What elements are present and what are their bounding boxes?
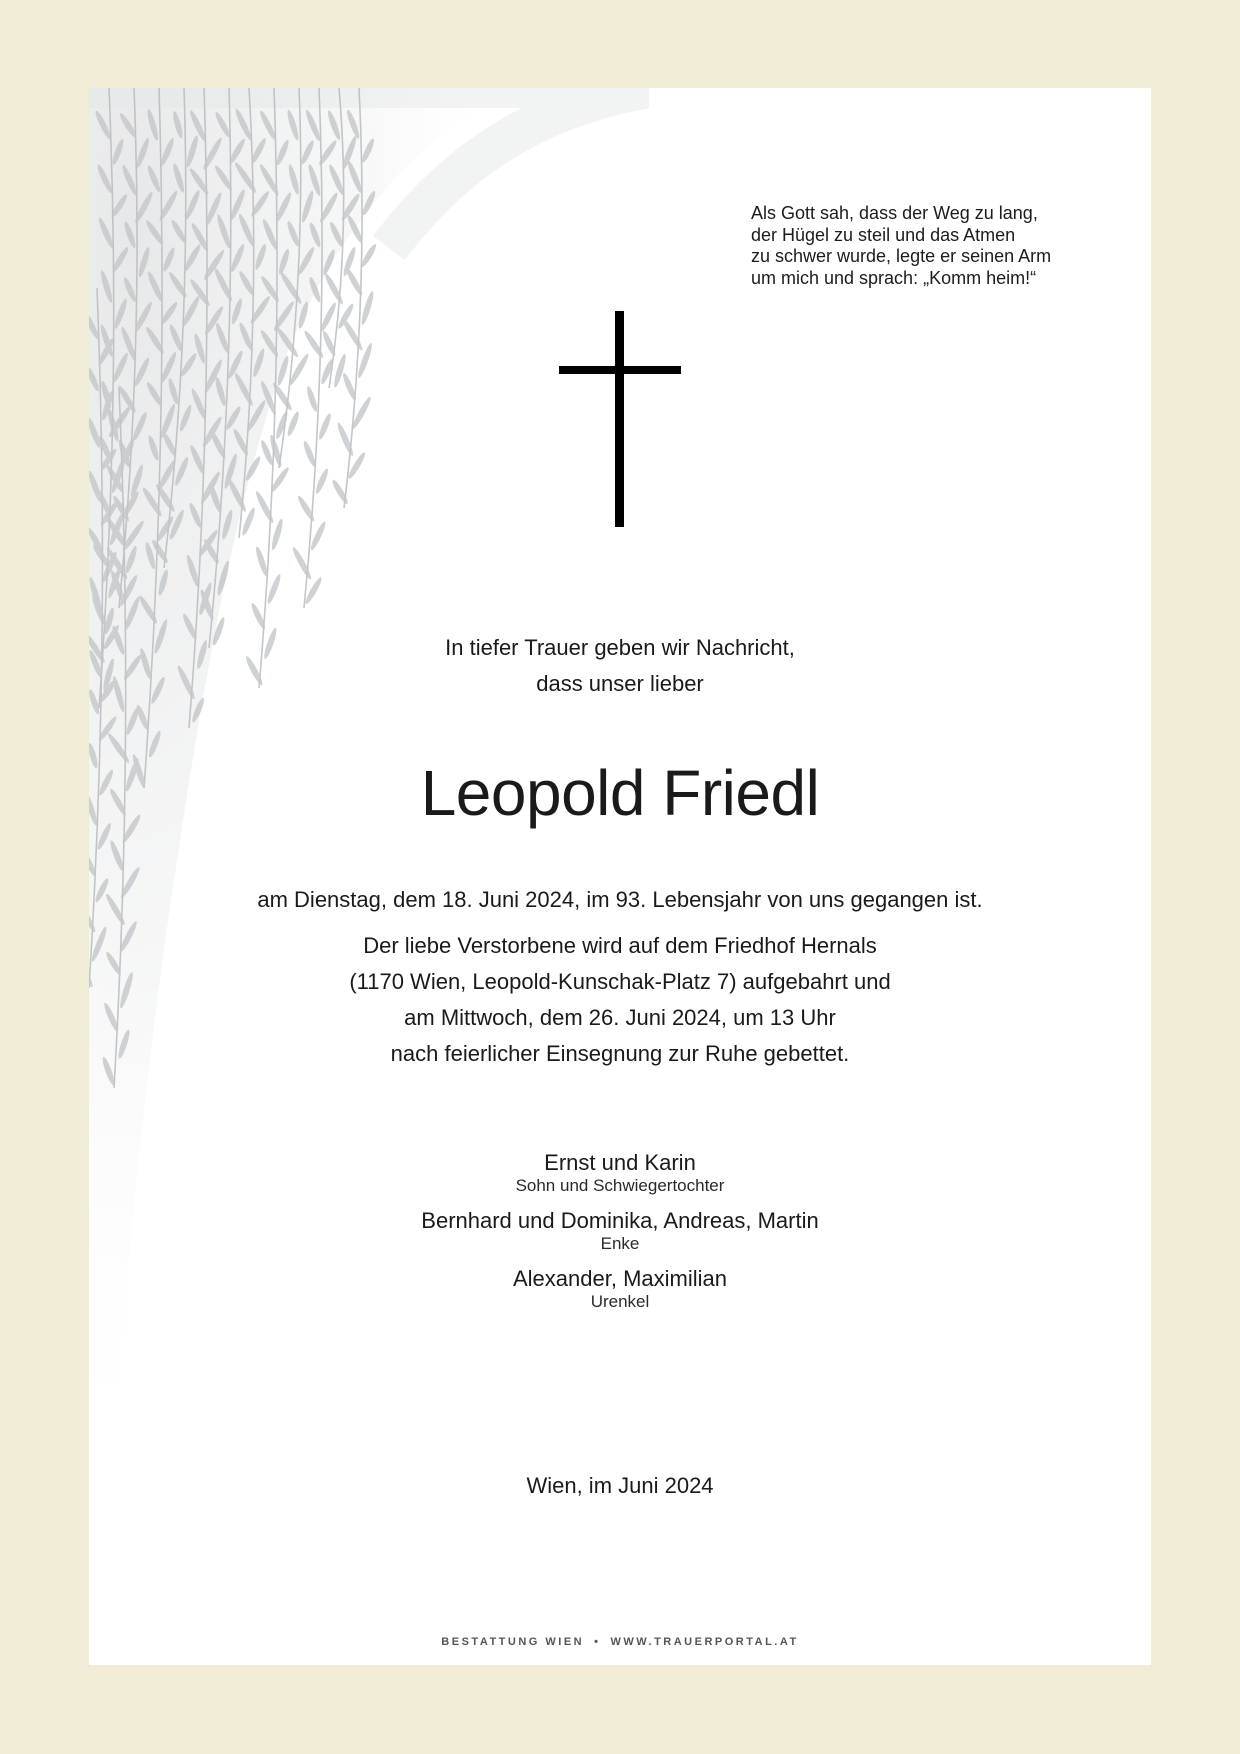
willow-leaf: [302, 329, 325, 359]
latin-cross-icon: [559, 311, 681, 527]
willow-leaf: [340, 317, 364, 352]
footer-website-link[interactable]: WWW.TRAUERPORTAL.AT: [610, 1636, 799, 1648]
funeral-line: (1170 Wien, Leopold-Kunschak-Platz 7) aufgebahrt und: [349, 969, 891, 994]
memorial-quote: Als Gott sah, dass der Weg zu lang, der Hügel zu steil und das Atmen zu schwer wurde, legte er seinen Arm um mich und sprach: „Komm heim!“: [751, 203, 1052, 288]
footer-separator: •: [594, 1636, 601, 1648]
mourner-names: Alexander, Maximilian: [513, 1266, 727, 1291]
willow-leaf: [305, 385, 319, 413]
mourner-group: [89, 1266, 1151, 1312]
willow-leaf: [360, 290, 376, 325]
intro-text: [89, 630, 1151, 702]
funeral-line: nach feierlicher Einsegnung zur Ruhe gebettet.: [390, 1041, 850, 1066]
footer-company: BESTATTUNG WIEN: [441, 1636, 585, 1648]
willow-leaf: [314, 467, 330, 494]
mourners-list: [89, 1150, 1151, 1324]
willow-leaf: [274, 411, 289, 440]
death-notice-line: am Dienstag, dem 18. Juni 2024, im 93. Lebensjahr von uns gegangen ist.: [257, 887, 983, 912]
intro-line-2: dass unser lieber: [536, 671, 704, 696]
willow-leaf: [302, 440, 318, 468]
willow-leaf: [286, 410, 301, 437]
footer: [89, 1636, 1151, 1648]
deceased-name: Leopold Friedl: [420, 757, 820, 829]
willow-leaf: [240, 506, 257, 536]
place-and-date: Wien, im Juni 2024: [526, 1473, 714, 1498]
mourner-relation: Enke: [600, 1234, 640, 1253]
willow-leaf: [254, 546, 270, 578]
willow-leaf: [319, 358, 335, 385]
mourner-group: [89, 1150, 1151, 1196]
mourner-relation: Sohn und Schwiegertochter: [515, 1176, 725, 1195]
willow-leaf: [266, 573, 283, 605]
funeral-line: am Mittwoch, dem 26. Juni 2024, um 13 Uhr: [404, 1005, 836, 1030]
obituary-card: [89, 88, 1151, 1665]
funeral-details: [89, 928, 1151, 1072]
mourner-group: [89, 1208, 1151, 1254]
willow-leaf: [317, 412, 333, 440]
funeral-line: Der liebe Verstorbene wird auf dem Friedhof Hernals: [363, 933, 877, 958]
intro-line-1: In tiefer Trauer geben wir Nachricht,: [445, 635, 795, 660]
mourner-names: Ernst und Karin: [544, 1150, 696, 1175]
mourner-names: Bernhard und Dominika, Andreas, Martin: [421, 1208, 819, 1233]
mourner-relation: Urenkel: [590, 1292, 650, 1311]
